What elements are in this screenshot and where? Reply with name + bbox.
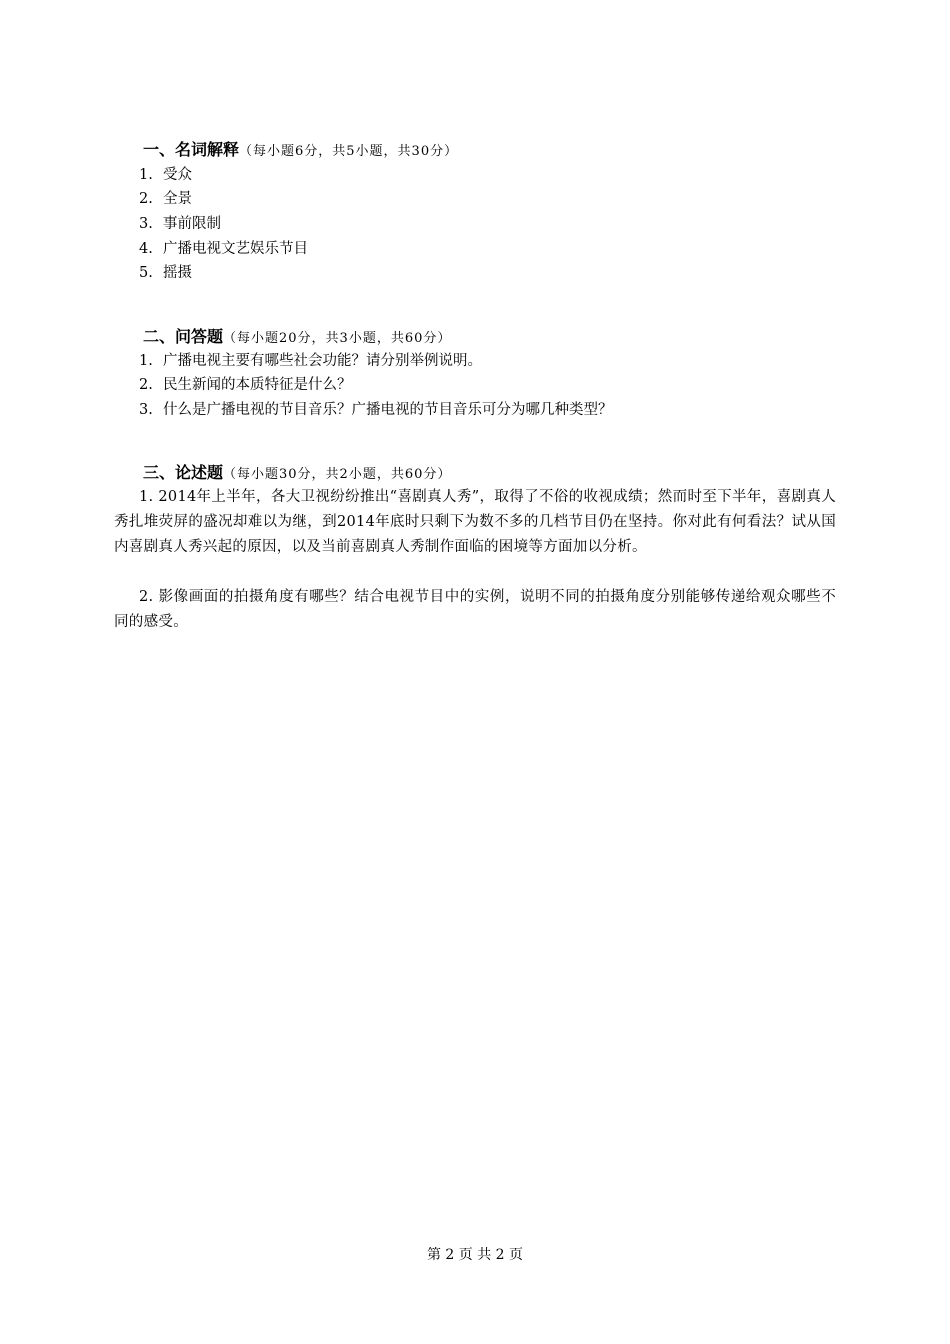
item-text: 广播电视主要有哪些社会功能？请分别举例说明。 [163,353,482,369]
item-text: 什么是广播电视的节目音乐？广播电视的节目音乐可分为哪几种类型？ [163,402,613,418]
section-1-title: 一、名词解释 [143,140,240,159]
item-number: 1. [139,167,153,183]
list-item [139,349,482,373]
item-number: 1. [139,353,153,369]
item-text: 广播电视文艺娱乐节目 [163,241,308,257]
section-1-note: （每小题6分，共5小题，共30分） [239,144,459,159]
item-text: 全景 [163,191,192,207]
item-number: 4. [139,241,153,257]
list-item [139,163,192,187]
list-item [139,212,221,236]
section-1-heading [143,139,458,163]
item-text: 摇摄 [163,265,192,281]
list-item [139,373,352,397]
item-text: 事前限制 [163,216,221,232]
section-3-title: 三、论述题 [143,463,224,482]
item-number: 5. [139,265,153,281]
section-2-note: （每小题20分，共3小题，共60分） [223,331,452,346]
section-3-note: （每小题30分，共2小题，共60分） [223,467,452,482]
section-2-heading [143,326,451,350]
section-2-title: 二、问答题 [143,327,224,346]
list-item [139,261,192,285]
list-item [139,187,192,211]
page-footer: 第 2 页 共 2 页 [426,1247,524,1263]
item-text: 民生新闻的本质特征是什么？ [163,377,352,393]
list-item [139,237,308,261]
item-number: 2. [139,191,153,207]
section-3-heading [143,462,451,486]
list-item [139,398,613,422]
item-number: 3. [139,216,153,232]
essay-question-1: 1. 2014年上半年，各大卫视纷纷推出“喜剧真人秀”，取得了不俗的收视成绩；然而时至下半年，喜剧真人秀扎堆荧屏的盛况却难以为继，到2014年底时只剩下为数不多的几档节目仍在坚持。你对此有何看法？试从国内喜剧真人秀兴起的原因，以及当前喜剧真人秀制作面临的困境等方面加以分析。 [114,489,836,555]
item-number: 3. [139,402,153,418]
item-number: 2. [139,377,153,393]
item-text: 受众 [163,167,192,183]
essay-question-2: 2. 影像画面的拍摄角度有哪些？结合电视节目中的实例，说明不同的拍摄角度分别能够传递给观众哪些不同的感受。 [114,589,836,630]
